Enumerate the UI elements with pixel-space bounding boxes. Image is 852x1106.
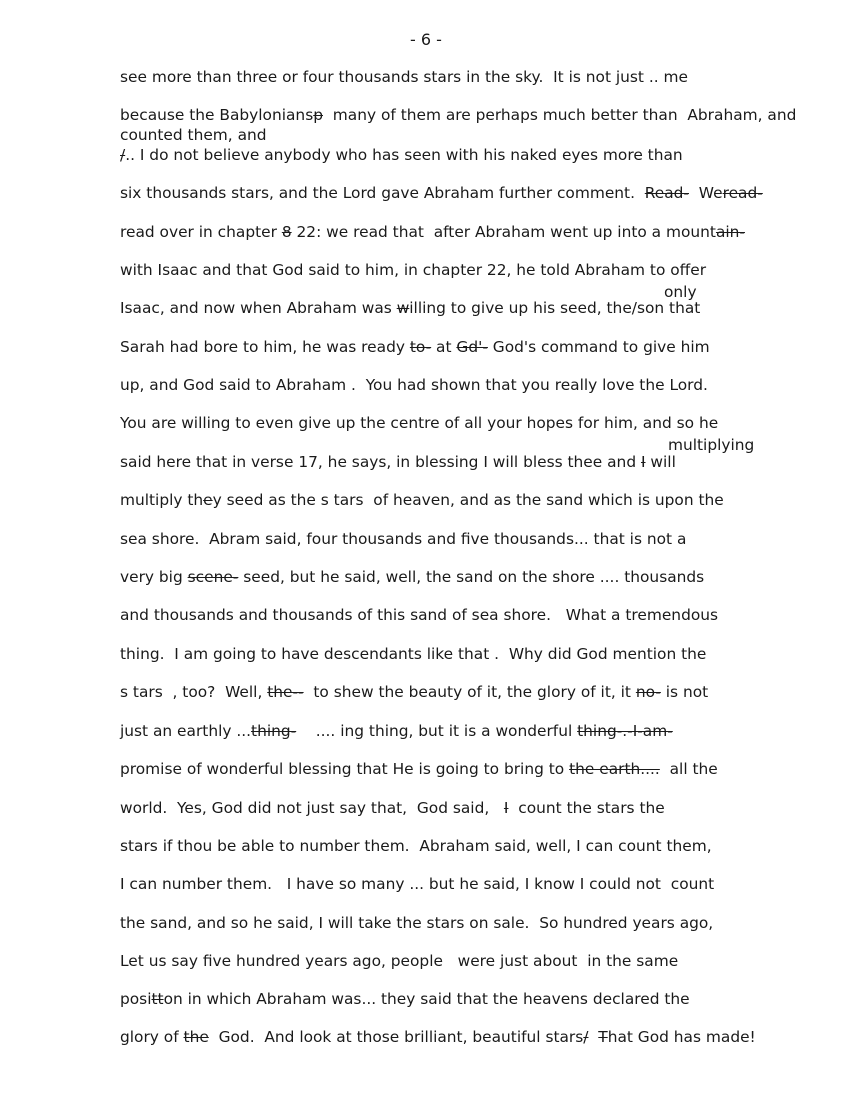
text-segment: see more than three or four thousands stars in the sky. It is not just .. me <box>120 68 689 86</box>
text-line <box>120 914 713 932</box>
text-line <box>120 68 688 86</box>
text-line <box>120 606 718 624</box>
text-line <box>120 683 708 701</box>
text-segment: We <box>689 184 723 202</box>
text-segment: because the Babylonians <box>120 106 314 124</box>
text-line <box>120 299 700 317</box>
text-segment: count the stars the <box>508 799 665 817</box>
struck-text: to- <box>409 338 432 356</box>
text-segment: read over in chapter <box>120 223 282 241</box>
text-segment: said here that in verse 17, he says, in blessing I will bless thee and <box>120 453 641 471</box>
text-segment: promise of wonderful blessing that He is going to bring to <box>120 760 570 778</box>
text-segment: multiply th <box>120 491 204 509</box>
struck-text: tt <box>151 990 164 1008</box>
text-segment: at <box>431 338 457 356</box>
text-segment: world. Yes, God did not just say that, God said, <box>120 799 504 817</box>
struck-text: e <box>203 491 213 509</box>
struck-text: p <box>313 106 323 124</box>
text-segment: You are willing to even give up the centre of all your hopes for him, and so he <box>120 414 719 432</box>
text-line <box>120 799 665 817</box>
text-line <box>120 106 796 124</box>
text-line <box>120 223 745 241</box>
text-segment: six thousands stars, and the Lord gave Abraham further comment. <box>120 184 645 202</box>
struck-text: / <box>120 146 126 164</box>
text-segment: seed, but he said, well, the sand on the shore .... thousands <box>238 568 705 586</box>
struck-text: the earth.... <box>569 760 660 778</box>
struck-text: w <box>396 299 410 317</box>
text-segment: .... ing thing, but it is a wonderful <box>296 722 578 740</box>
text-line <box>120 414 718 432</box>
text-line <box>120 530 686 548</box>
text-segment: Isaac, and now when Abraham was <box>120 299 397 317</box>
text-segment: hat God has made! <box>607 1028 756 1046</box>
text-segment: just an earthly ... <box>120 722 252 740</box>
struck-text: Read- <box>644 184 689 202</box>
text-segment: up, and God said to Abraham . You had shown that you really love the Lord. <box>120 376 708 394</box>
text-segment: counted them, and <box>120 126 267 144</box>
text-segment: y seed as the s tars of heaven, and as the sand which is upon the <box>212 491 724 509</box>
text-line <box>120 990 690 1008</box>
text-segment: posi <box>120 990 152 1008</box>
struck-text: / <box>583 1028 589 1046</box>
struck-text: the-- <box>267 683 304 701</box>
text-segment: Let us say five hundred years ago, people were just about in the same <box>120 952 679 970</box>
struck-text: scene- <box>187 568 239 586</box>
text-segment: many of them are perhaps much better than Abraham, and <box>323 106 797 124</box>
text-segment: illing to give up his seed, the/son that <box>409 299 701 317</box>
text-line <box>120 722 673 740</box>
text-line <box>120 875 714 893</box>
text-segment: glory of <box>120 1028 184 1046</box>
text-line <box>120 1028 756 1046</box>
text-segment: on in which Abraham was... they said that the heavens declared the <box>163 990 690 1008</box>
struck-text: no- <box>635 683 661 701</box>
text-line <box>120 491 724 509</box>
text-segment: Sarah had bore to him, he was ready <box>120 338 410 356</box>
struck-text: 8 <box>281 223 292 241</box>
struck-text: T <box>598 1028 608 1046</box>
page-number: - 6 - <box>410 30 442 49</box>
text-segment: very big <box>120 568 188 586</box>
text-segment: s tars , too? Well, <box>120 683 268 701</box>
text-line <box>120 952 678 970</box>
text-line <box>120 760 718 778</box>
text-line <box>120 261 706 279</box>
text-segment: all the <box>659 760 718 778</box>
text-segment: sea shore. Abram said, four thousands and five thousands... that is not a <box>120 530 687 548</box>
text-line <box>120 126 267 144</box>
text-line <box>120 146 683 164</box>
text-line <box>120 184 763 202</box>
text-segment: 22: we read that after Abraham went up into a mount <box>291 223 716 241</box>
text-segment: the sand, and so he said, I will take the stars on sale. So hundred years ago, <box>120 914 714 932</box>
text-segment <box>588 1028 598 1046</box>
text-segment: is not <box>660 683 709 701</box>
text-segment: and thousands and thousands of this sand of sea shore. What a tremendous <box>120 606 719 624</box>
text-segment: will <box>645 453 676 471</box>
struck-text: read- <box>722 184 763 202</box>
struck-text: ain- <box>715 223 745 241</box>
text-segment: God. And look at those brilliant, beautiful stars <box>208 1028 584 1046</box>
struck-text: I <box>640 453 646 471</box>
interlinear-insertion-only: only <box>664 283 697 301</box>
text-segment: to shew the beauty of it, the glory of it, it <box>303 683 636 701</box>
text-line <box>120 645 706 663</box>
struck-text: thing- <box>251 722 297 740</box>
text-segment: .. I do not believe anybody who has seen with his naked eyes more than <box>125 146 683 164</box>
text-segment: with Isaac and that God said to him, in chapter 22, he told Abraham to offer <box>120 261 707 279</box>
text-segment: stars if thou be able to number them. Abraham said, well, I can count them, <box>120 837 712 855</box>
interlinear-insertion-multiplying: multiplying <box>668 436 755 454</box>
text-line <box>120 568 704 586</box>
text-segment: God's command to give him <box>487 338 710 356</box>
struck-text: the <box>183 1028 209 1046</box>
text-line <box>120 837 712 855</box>
struck-text: Gd'- <box>456 338 488 356</box>
text-segment: thing. I am going to have descendants like that . Why did God mention the <box>120 645 707 663</box>
text-segment: I can number them. I have so many ... but he said, I know I could not count <box>120 875 715 893</box>
struck-text: thing-.-I-am- <box>577 722 673 740</box>
text-line <box>120 338 710 356</box>
struck-text: I <box>503 799 509 817</box>
text-line <box>120 453 676 471</box>
text-line <box>120 376 708 394</box>
